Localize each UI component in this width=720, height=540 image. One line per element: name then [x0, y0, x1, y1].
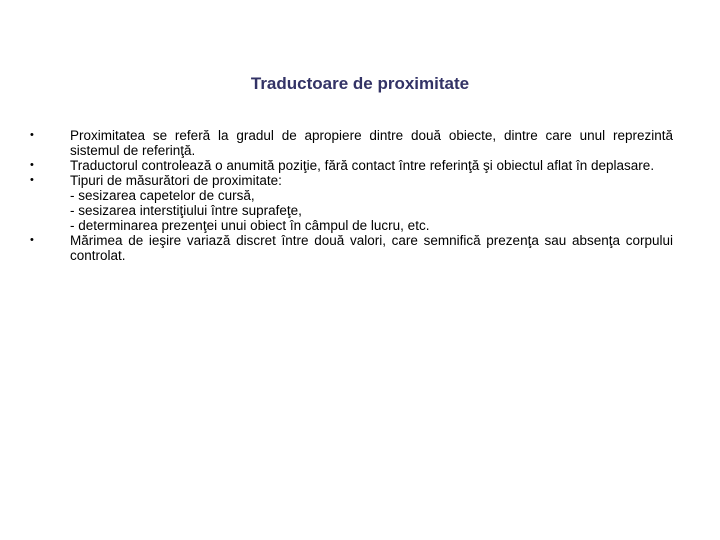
bullet-list: [30, 128, 673, 263]
bullet-marker-icon: •: [30, 234, 34, 246]
sub-item-surface-gap: - sesizarea interstiţiului între suprafeţe,: [70, 203, 302, 218]
bullet-marker-icon: •: [30, 174, 34, 186]
bullet-item-proximity-definition: [30, 128, 673, 158]
bullet-text: Tipuri de măsurători de proximitate:: [70, 173, 282, 188]
bullet-item-output-signal: [30, 233, 673, 263]
sub-item-object-presence: - determinarea prezenţei unui obiect în câmpul de lucru, etc.: [70, 218, 430, 233]
bullet-marker-icon: •: [30, 159, 34, 171]
bullet-item-transducer-control: [30, 158, 673, 173]
bullet-text: Traductorul controlează o anumită poziţie, fără contact între referinţă şi obiectul aflat în deplasare.: [70, 158, 655, 173]
bullet-text: Mărimea de ieşire variază discret între două valori, care semnifică prezenţa sau absenţa corpului controlat.: [70, 233, 673, 263]
slide-title: Traductoare de proximitate: [250, 74, 470, 93]
bullet-text: Proximitatea se referă la gradul de apropiere dintre două obiecte, dintre care unul reprezintă sistemul de referinţă.: [70, 128, 673, 158]
bullet-item-measurement-types: [30, 173, 673, 233]
sub-item-stroke-ends: - sesizarea capetelor de cursă,: [70, 188, 255, 203]
bullet-marker-icon: •: [30, 129, 34, 141]
